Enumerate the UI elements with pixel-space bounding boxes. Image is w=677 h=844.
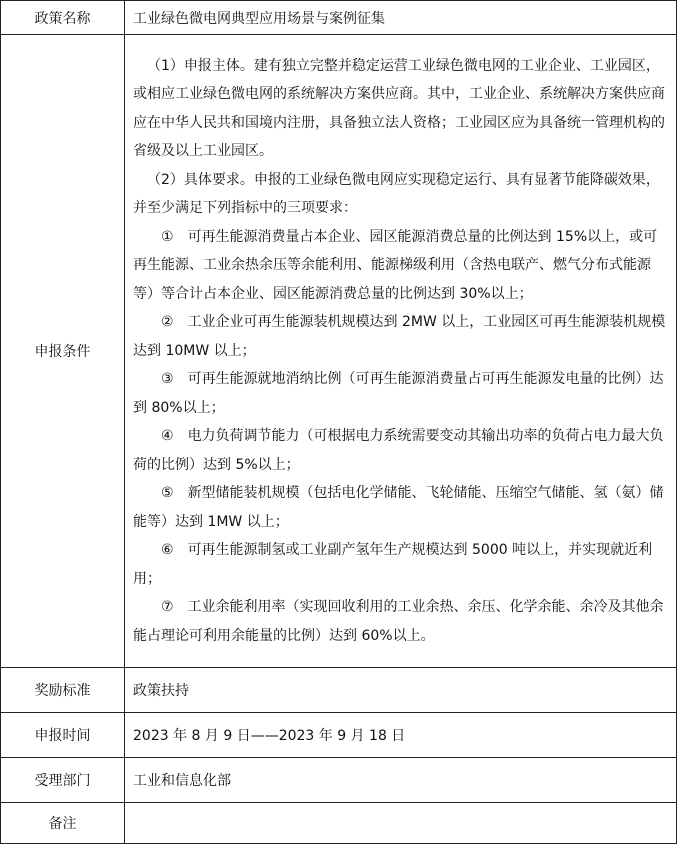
- label-department: 受理部门: [1, 758, 125, 803]
- row-reward: [1, 668, 677, 713]
- condition-item-text: 可再生能源就地消纳比例（可再生能源消费量占可再生能源发电量的比例）达到 80%以上；: [133, 371, 664, 416]
- row-note: [1, 803, 677, 844]
- condition-item-text: 工业企业可再生能源装机规模达到 2MW 以上，工业园区可再生能源装机规模达到 10MW 以上；: [133, 314, 666, 359]
- value-note: [125, 803, 677, 844]
- condition-item: [133, 479, 670, 536]
- condition-item: [133, 223, 670, 309]
- row-policy-name: [1, 1, 677, 35]
- condition-item-text: 电力负荷调节能力（可根据电力系统需要变动其输出功率的负荷占电力最大负荷的比例）达到 5%以上；: [133, 428, 664, 473]
- value-department: 工业和信息化部: [125, 758, 677, 803]
- label-conditions: 申报条件: [1, 35, 125, 668]
- condition-item-number: ⑥: [161, 542, 174, 559]
- condition-item: [133, 365, 670, 422]
- label-policy-name: 政策名称: [1, 1, 125, 35]
- condition-item-number: ①: [161, 228, 174, 245]
- condition-item: [133, 422, 670, 479]
- condition-item: [133, 536, 670, 593]
- condition-item-text: 新型储能装机规模（包括电化学储能、飞轮储能、压缩空气储能、氢（氨）储能等）达到 1MW 以上；: [133, 485, 664, 530]
- row-department: [1, 758, 677, 803]
- conditions-para-subject: （1）申报主体。建有独立完整并稳定运营工业绿色微电网的工业企业、工业园区，或相应工业绿色微电网的系统解决方案供应商。其中，工业企业、系统解决方案供应商应在中华人民共和国境内注册，具备独立法人资格；工业园区应为具备统一管理机构的省级及以上工业园区。: [133, 57, 665, 160]
- condition-item-text: 工业余能利用率（实现回收利用的工业余热、余压、化学余能、余冷及其他余能占理论可利用余能量的比例）达到 60%以上。: [133, 599, 664, 644]
- label-application-time: 申报时间: [1, 713, 125, 758]
- condition-item-number: ⑤: [161, 485, 174, 502]
- row-application-time: [1, 713, 677, 758]
- value-conditions: [125, 35, 677, 668]
- row-conditions: [1, 35, 677, 668]
- condition-item-number: ⑦: [161, 599, 174, 616]
- condition-item: [133, 593, 670, 650]
- conditions-body: [133, 48, 670, 655]
- conditions-para-requirements: （2）具体要求。申报的工业绿色微电网应实现稳定运行、具有显著节能降碳效果，并至少满足下列指标中的三项要求：: [133, 171, 660, 217]
- value-reward: 政策扶持: [125, 668, 677, 713]
- condition-item-number: ②: [161, 314, 174, 331]
- value-application-time: 2023 年 8 月 9 日——2023 年 9 月 18 日: [125, 713, 677, 758]
- label-reward: 奖励标准: [1, 668, 125, 713]
- condition-item-text: 可再生能源消费量占本企业、园区能源消费总量的比例达到 15%以上，或可再生能源、工业余热余压等余能利用、能源梯级利用（含热电联产、燃气分布式能源等）等合计占本企业、园区能源消费总量的比例达到 30%以上；: [133, 228, 658, 302]
- value-policy-name: 工业绿色微电网典型应用场景与案例征集: [125, 1, 677, 35]
- label-note: 备注: [1, 803, 125, 844]
- condition-item: [133, 308, 670, 365]
- condition-item-number: ④: [161, 428, 174, 445]
- condition-item-text: 可再生能源制氢或工业副产氢年生产规模达到 5000 吨以上，并实现就近利用；: [133, 542, 653, 587]
- condition-item-number: ③: [161, 371, 174, 388]
